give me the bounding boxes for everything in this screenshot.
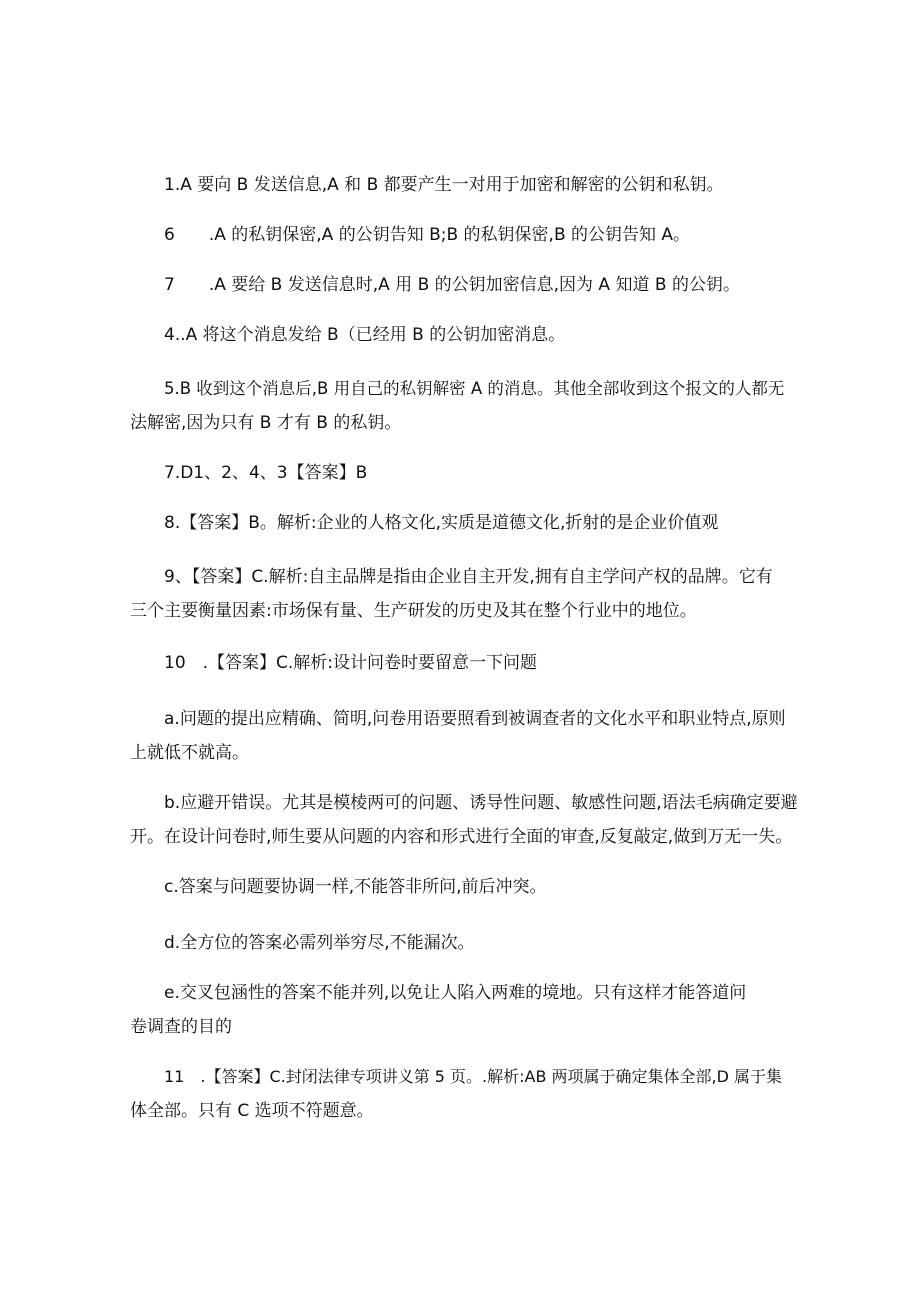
paragraph-15	[130, 1060, 800, 1128]
paragraph-line: 9、【答案】C.解析:自主品牌是指由企业自主开发,拥有自主学问产权的品牌。它有	[164, 567, 773, 587]
paragraph-5	[130, 372, 800, 440]
paragraph-line: a.问题的提出应精确、简明,问卷用语要照看到被调查者的文化水平和职业特点,原则	[164, 709, 786, 729]
paragraph-3	[130, 268, 800, 302]
paragraph-10	[130, 702, 800, 770]
paragraph-line: 三个主要衡量因素:市场保有量、生产研发的历史及其在整个行业中的地位。	[130, 601, 697, 621]
paragraph-1	[130, 168, 800, 202]
paragraph-12	[130, 870, 800, 904]
paragraph-13	[130, 926, 800, 960]
paragraph-6	[130, 456, 800, 490]
paragraph-line: 开。在设计问卷时,师生要从问题的内容和形式进行全面的审查,反复敲定,做到万无一失。	[130, 827, 793, 847]
paragraph-line: 4..A 将这个消息发给 B（已经用 B 的公钥加密消息。	[164, 325, 566, 345]
paragraph-line: e.交叉包涵性的答案不能并列,以免让人陷入两难的境地。只有这样才能答道问	[164, 983, 747, 1003]
paragraph-line: 7.D1、2、4、3【答案】B	[164, 463, 368, 483]
paragraph-line: 体全部。只有 C 选项不符题意。	[130, 1101, 374, 1121]
paragraph-line: 1.A 要向 B 发送信息,A 和 B 都要产生一对用于加密和解密的公钥和私钥。	[164, 175, 724, 195]
paragraph-line: b.应避开错误。尤其是模棱两可的问题、诱导性问题、敏感性问题,语法毛病确定要避	[164, 793, 798, 813]
paragraph-line: 法解密,因为只有 B 才有 B 的私钥。	[130, 413, 402, 433]
paragraph-line: 5.B 收到这个消息后,B 用自己的私钥解密 A 的消息。其他全部收到这个报文的人都无	[164, 379, 785, 398]
paragraph-line: 上就低不就高。	[130, 743, 249, 763]
paragraph-line: 11 .【答案】C.封闭法律专项讲义第 5 页。.解析:AB 两项属于确定集体全部,D 属于集	[164, 1067, 783, 1086]
paragraph-14	[130, 976, 800, 1044]
paragraph-line: 8.【答案】B。解析:企业的人格文化,实质是道德文化,折射的是企业价值观	[164, 513, 719, 533]
paragraph-line: 7 .A 要给 B 发送信息时,A 用 B 的公钥加密信息,因为 A 知道 B 的公钥。	[164, 275, 740, 295]
paragraph-9	[130, 646, 800, 680]
paragraph-line: d.全方位的答案必需列举穷尽,不能漏次。	[164, 933, 475, 953]
paragraph-7	[130, 506, 800, 540]
paragraph-line: 10 .【答案】C.解析:设计问卷时要留意一下问题	[164, 653, 538, 673]
paragraph-4	[130, 318, 800, 352]
paragraph-8	[130, 560, 800, 628]
paragraph-11	[130, 786, 800, 854]
paragraph-line: 6 .A 的私钥保密,A 的公钥告知 B;B 的私钥保密,B 的公钥告知 A。	[164, 225, 691, 245]
paragraph-2	[130, 218, 800, 252]
paragraph-line: c.答案与问题要协调一样,不能答非所问,前后冲突。	[164, 877, 547, 897]
paragraph-line: 卷调查的目的	[130, 1017, 232, 1037]
